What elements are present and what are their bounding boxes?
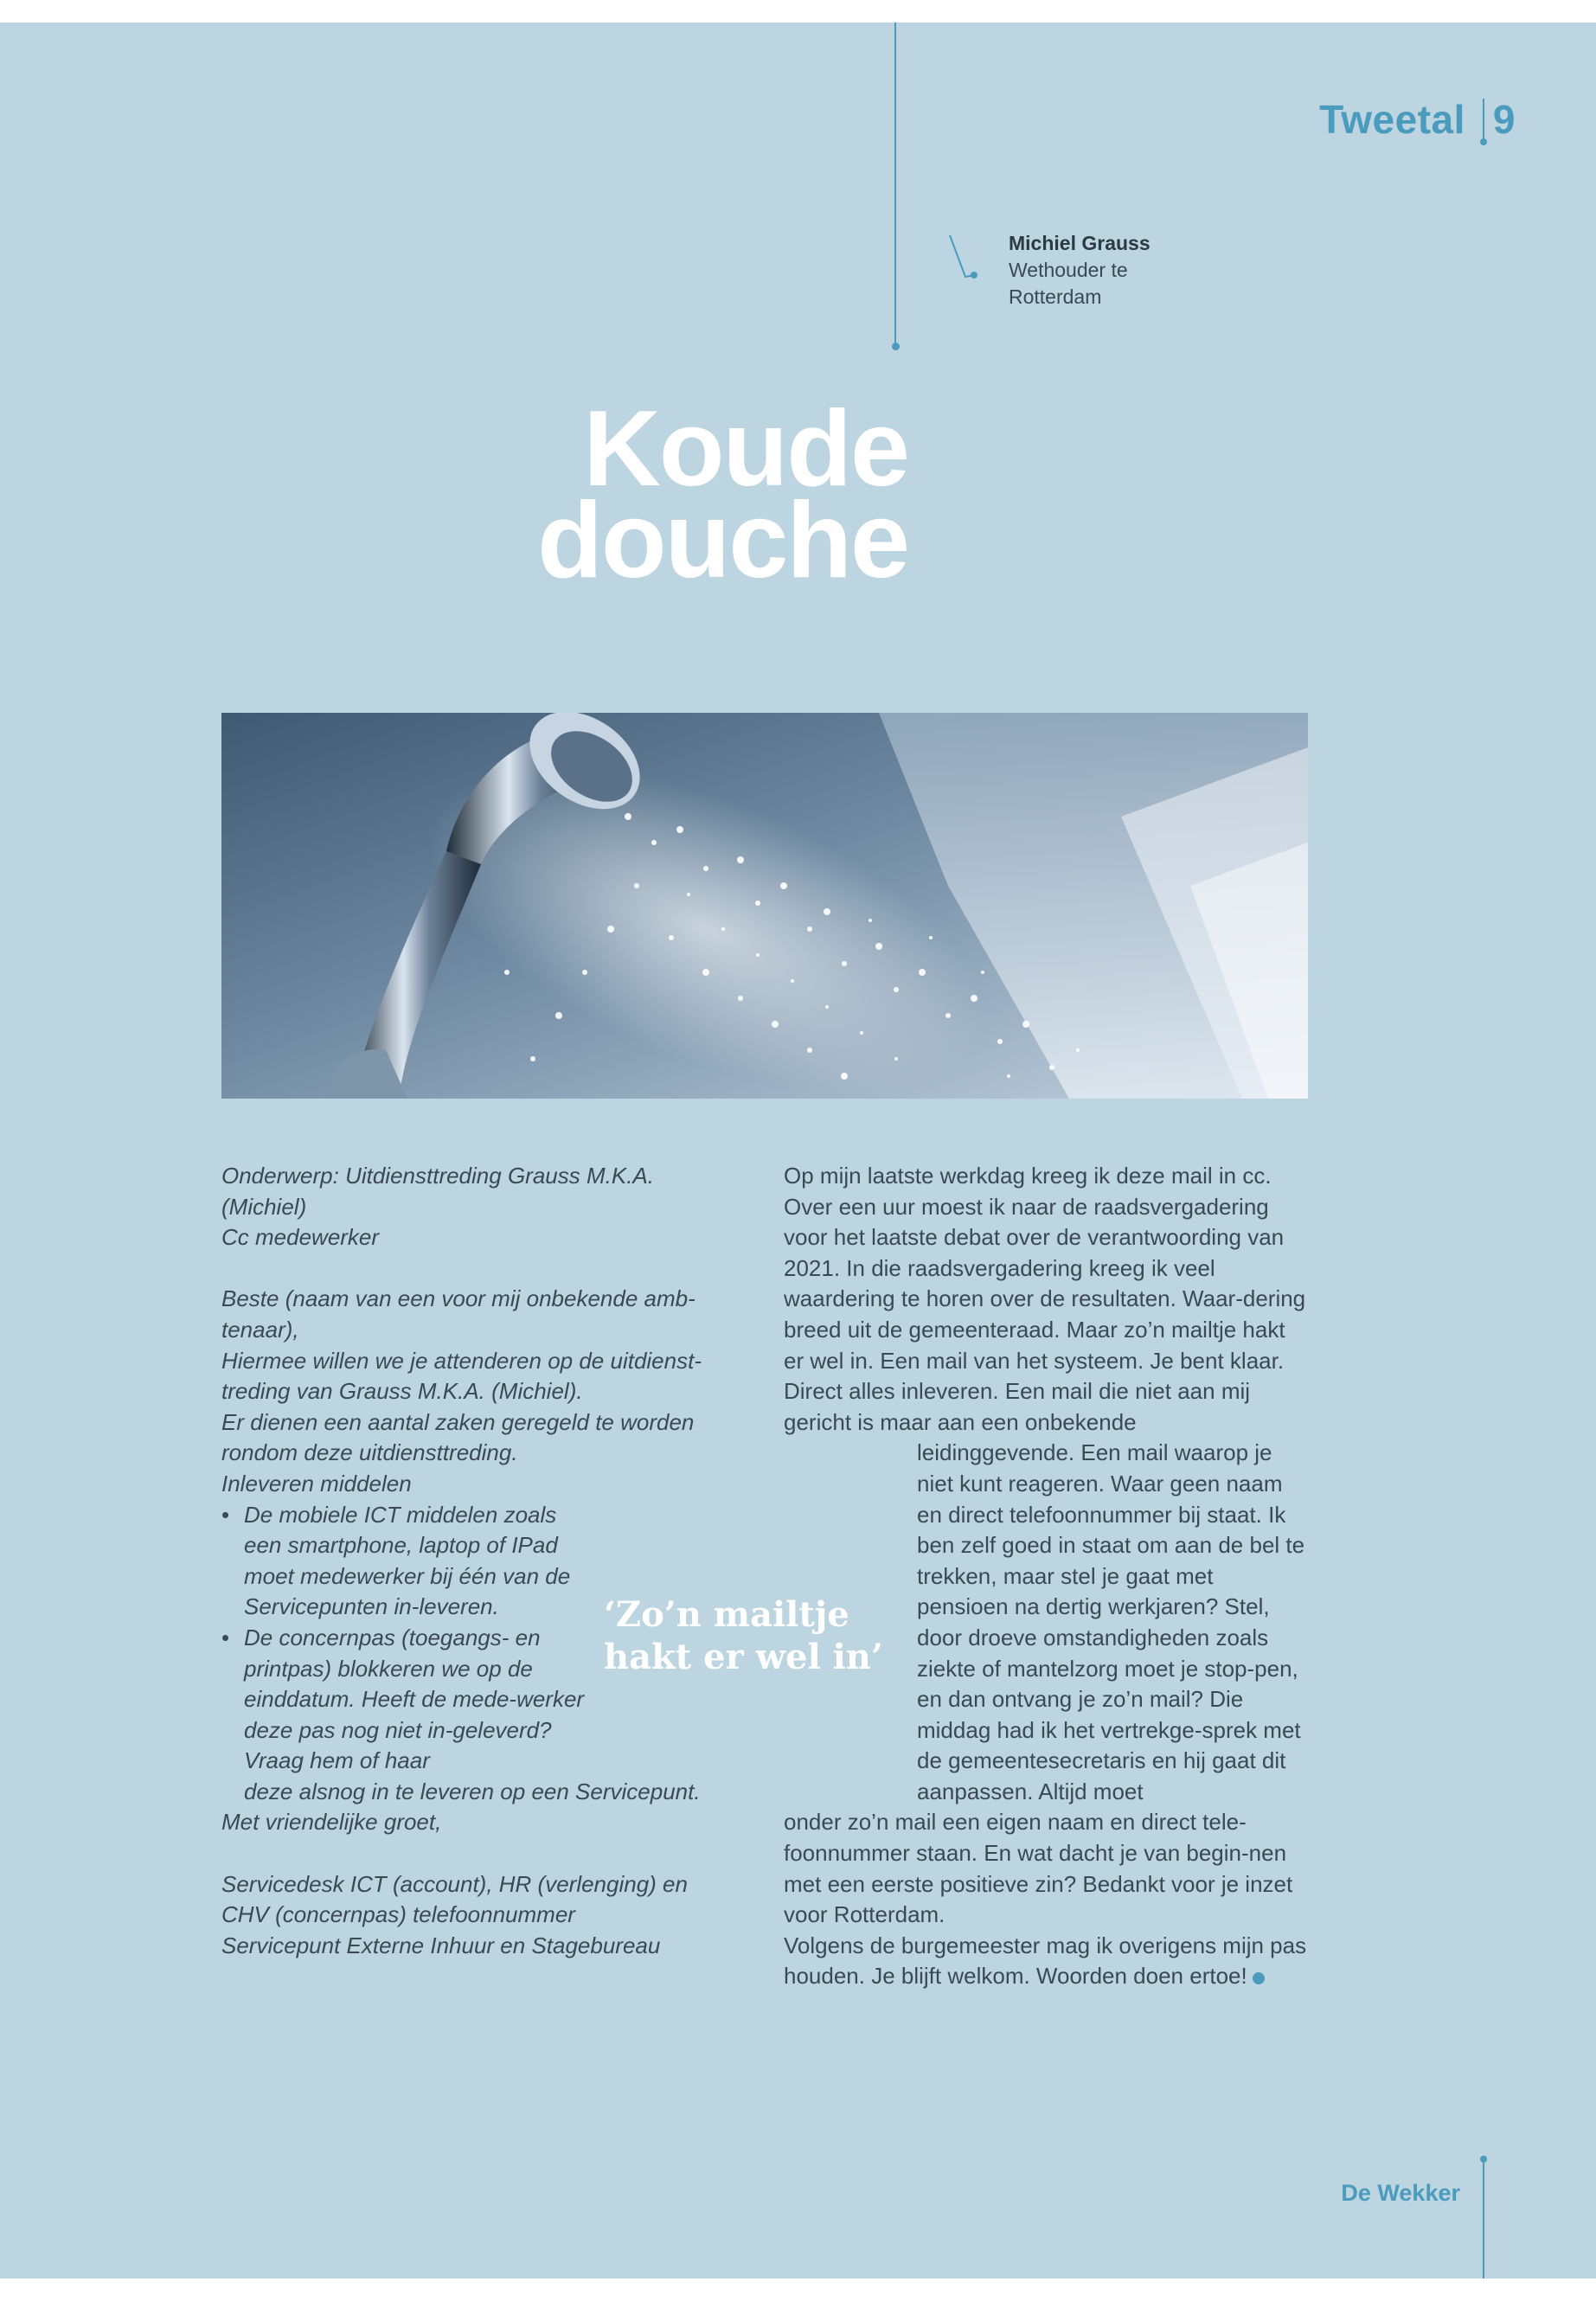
article-paragraph-bottom: onder zo’n mail een eigen naam en direct tele-foonnummer staan. En wat dacht je van begin-nen met een eerste positieve zin? Bedankt voor je inzet voor Rotterdam. <box>784 1809 1293 1928</box>
author-pointer-icon <box>948 234 979 289</box>
email-signature-line2: CHV (concernpas) telefoonnummer <box>221 1901 575 1928</box>
article-title <box>537 389 908 600</box>
section-header <box>1319 96 1516 143</box>
section-name: Tweetal <box>1319 97 1465 142</box>
author-block <box>1009 230 1151 311</box>
pull-quote-line1: ‘Zo’n mailtje <box>604 1594 849 1635</box>
email-bullet-1: • De mobiele ICT middelen zoals een smartphone, laptop of IPad moet medewerker bij één van de Servicepunten in-leveren. <box>221 1500 586 1623</box>
email-signature-line3: Servicepunt Externe Inhuur en Stagebureau <box>221 1932 661 1958</box>
email-greeting-line1: Beste (naam van een voor mij onbekende amb- <box>221 1285 695 1312</box>
email-body-line2: treding van Grauss M.K.A. (Michiel). <box>221 1378 583 1405</box>
email-signature-line1: Servicedesk ICT (account), HR (verlenging) en <box>221 1870 688 1897</box>
title-line1: Koude <box>583 389 908 509</box>
article-paragraph-last <box>784 1931 1308 1992</box>
shower-head-icon <box>221 713 1308 1099</box>
top-divider-dot <box>892 343 900 350</box>
page-number: 9 <box>1492 97 1516 142</box>
email-bullet-2: • De concernpas (toegangs- en printpas) blokkeren we op de einddatum. Heeft de mede-werker deze pas nog niet in-geleverd? Vraag hem of haar <box>221 1623 586 1777</box>
shower-photo <box>221 713 1308 1099</box>
footer-magazine-name: De Wekker <box>1341 2180 1460 2206</box>
email-cc: Cc medewerker <box>221 1224 380 1251</box>
email-closing: Met vriendelijke groet, <box>221 1809 442 1836</box>
end-mark-icon <box>1253 1972 1265 1984</box>
email-body-line3: Er dienen een aantal zaken geregeld te worden <box>221 1408 695 1435</box>
top-divider-line <box>894 22 896 346</box>
footer-divider-dot <box>1480 2156 1487 2163</box>
article-paragraph-indented: leidinggevende. Een mail waarop je niet kunt reageren. Waar geen naam en direct telefoonnummer bij staat. Ik ben zelf goed in staat om aan de bel te trekken, maar stel je gaat met pensioen na dertig werkjaren? Stel, door droeve omstandigheden zoals ziekte of mantelzorg moet je stop-pen, en dan ontvang je zo’n mail? Die middag had ik het vertrekge-sprek met de gemeentesecretaris en hij gaat dit aanpassen. Altijd moet <box>917 1439 1305 1804</box>
article-column <box>784 1161 1308 1992</box>
email-section-heading: Inleveren middelen <box>221 1470 412 1497</box>
magazine-page <box>0 22 1596 2279</box>
author-name: Michiel Grauss <box>1009 232 1151 254</box>
email-subject-line2: (Michiel) <box>221 1193 307 1220</box>
header-separator <box>1483 99 1484 138</box>
email-subject-line1: Onderwerp: Uitdiensttreding Grauss M.K.A. <box>221 1163 654 1189</box>
author-role-line1: Wethouder te <box>1009 259 1128 281</box>
email-body-line1: Hiermee willen we je attenderen op de uitdienst- <box>221 1347 702 1374</box>
pull-quote-line2: hakt er wel in’ <box>604 1637 883 1677</box>
footer-divider-line <box>1483 2159 1484 2279</box>
article-paragraph-top: Op mijn laatste werkdag kreeg ik deze mail in cc. Over een uur moest ik naar de raadsvergadering voor het laatste debat over de verantwoording van 2021. In die raadsvergadering kreeg ik veel waardering te horen over de resultaten. Waar-dering breed uit de gemeenteraad. Maar zo’n mailtje hakt er wel in. Een mail van het systeem. Je bent klaar. Direct alles inleveren. Een mail die niet aan mij gericht is maar aan een onbekende <box>784 1163 1306 1435</box>
email-body-line4: rondom deze uitdiensttreding. <box>221 1439 518 1466</box>
email-bullet-2-continued: deze alsnog in te leveren op een Servicepunt. <box>244 1778 701 1804</box>
email-column <box>221 1161 749 1961</box>
article-last-text: Volgens de burgemeester mag ik overigens mijn pas houden. Je blijft welkom. Woorden doen ertoe! <box>784 1932 1307 1990</box>
author-role-line2: Rotterdam <box>1009 285 1102 308</box>
title-line2: douche <box>537 481 908 600</box>
email-greeting-line2: tenaar), <box>221 1316 299 1343</box>
